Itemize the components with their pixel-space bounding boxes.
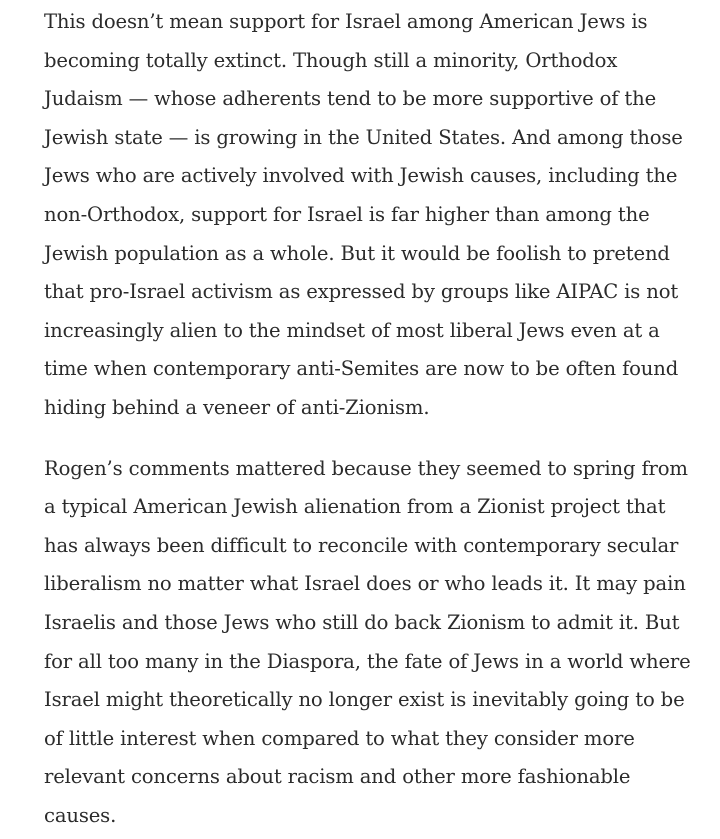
paragraph-line: a typical American Jewish alienation from a Zionist project that	[44, 495, 666, 519]
paragraph-line: Jewish population as a whole. But it would be foolish to pretend	[44, 241, 670, 265]
paragraph-line: Israel might theoretically no longer exist is inevitably going to be	[44, 688, 685, 712]
paragraph-line: of little interest when compared to what they consider more	[44, 726, 635, 750]
paragraph-line: This doesn’t mean support for Israel among American Jews is	[44, 10, 648, 33]
paragraph-line: time when contemporary anti-Semites are now to be often found	[44, 357, 679, 381]
paragraph-line: non-Orthodox, support for Israel is far higher than among the	[44, 202, 650, 226]
article-body	[44, 3, 704, 835]
paragraph-line: that pro-Israel activism as expressed by groups like AIPAC is not	[44, 280, 679, 304]
paragraph-line: Jewish state — is growing in the United States. And among those	[44, 125, 683, 149]
paragraph-line: Judaism — whose adherents tend to be more supportive of the	[44, 87, 657, 111]
paragraph-line: Rogen’s comments mattered because they seemed to spring from	[44, 456, 688, 480]
paragraph-line: for all too many in the Diaspora, the fate of Jews in a world where	[44, 649, 691, 673]
paragraph-line: has always been difficult to reconcile with contemporary secular	[44, 533, 679, 557]
paragraph-1	[44, 3, 704, 428]
paragraph-line: hiding behind a veneer of anti-Zionism.	[44, 395, 430, 419]
paragraph-line: becoming totally extinct. Though still a minority, Orthodox	[44, 48, 618, 72]
paragraph-line: causes.	[44, 803, 117, 827]
paragraph-line: Israelis and those Jews who still do back Zionism to admit it. But	[44, 610, 680, 634]
paragraph-2	[44, 450, 704, 836]
paragraph-line: relevant concerns about racism and other more fashionable	[44, 765, 631, 789]
paragraph-line: liberalism no matter what Israel does or who leads it. It may pain	[44, 572, 686, 596]
paragraph-line: Jews who are actively involved with Jewish causes, including the	[44, 164, 678, 188]
paragraph-line: increasingly alien to the mindset of most liberal Jews even at a	[44, 318, 660, 342]
